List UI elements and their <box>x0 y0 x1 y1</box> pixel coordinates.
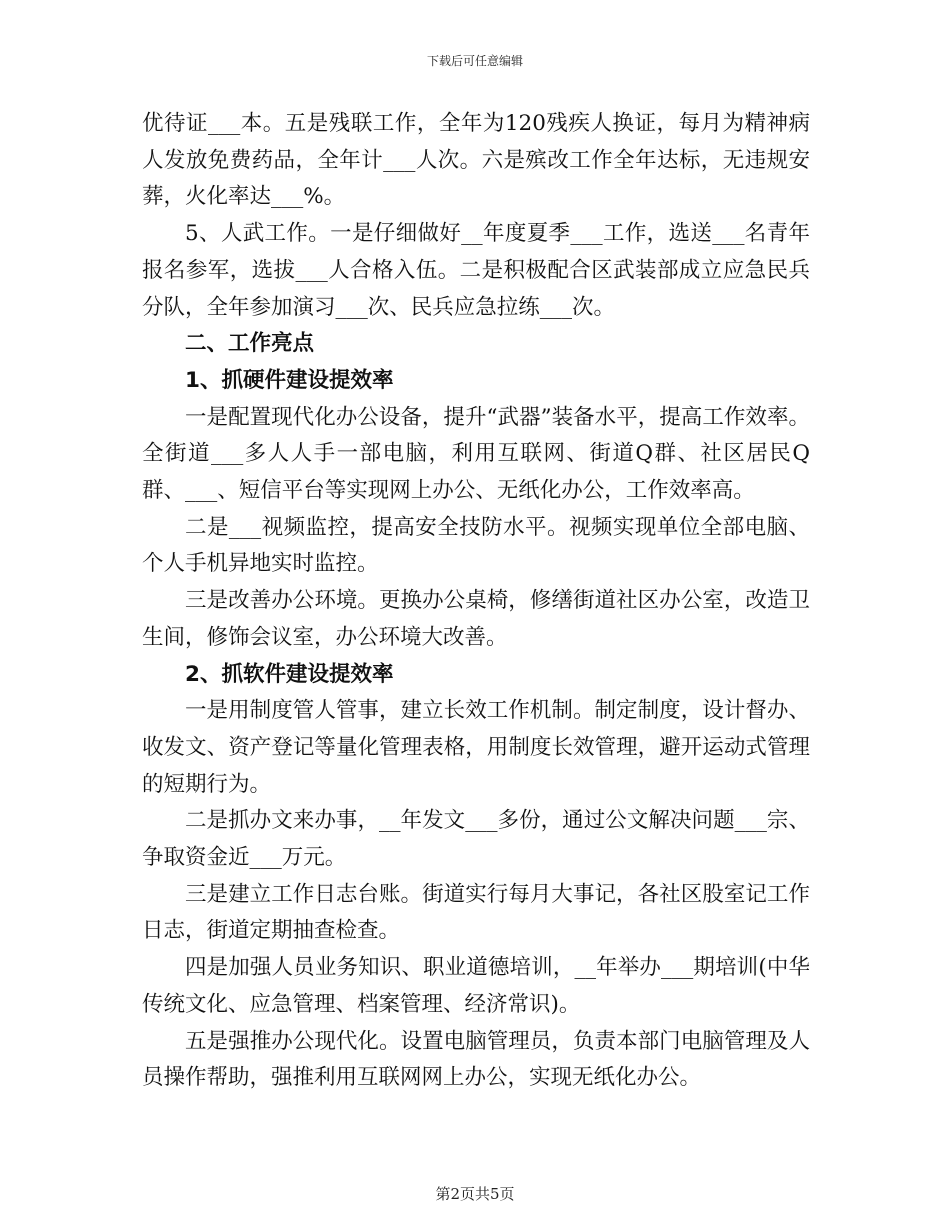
paragraph-software-5: 五是强推办公现代化。设置电脑管理员，负责本部门电脑管理及人员操作帮助，强推利用互联网网上办公，实现无纸化办公。 <box>142 1028 810 1091</box>
paragraph-hardware-3: 三是改善办公环境。更换办公桌椅，修缮街道社区办公室，改造卫生间，修饰会议室，办公环境大改善。 <box>142 588 810 650</box>
document-body <box>142 106 810 1097</box>
paragraph-software-2: 二是抓办文来办事，__年发文___多份，通过公文解决问题___宗、争取资金近___万元。 <box>142 808 810 871</box>
page-footer: 第2页共5页 <box>435 1185 515 1203</box>
paragraph-software-3: 三是建立工作日志台账。街道实行每月大事记，各社区股室记工作日志，街道定期抽查检查。 <box>142 881 810 944</box>
page-header: 下载后可任意编辑 <box>426 54 523 68</box>
paragraph-civil-affairs: 优待证___本。五是残联工作，全年为120残疾人换证，每月为精神病人发放免费药品，全年计___人次。六是殡改工作全年达标，无违规安葬，火化率达___%。 <box>142 111 810 210</box>
subheading-hardware: 1、抓硬件建设提效率 <box>185 367 394 393</box>
paragraph-hardware-2: 二是___视频监控，提高安全技防水平。视频实现单位全部电脑、个人手机异地实时监控。 <box>142 514 810 577</box>
paragraph-military-work: 5、人武工作。一是仔细做好__年度夏季___工作，选送___名青年报名参军，选拔___人合格入伍。二是积极配合区武装部成立应急民兵分队，全年参加演习___次、民兵应急拉练___次。 <box>142 221 810 320</box>
paragraph-software-4: 四是加强人员业务知识、职业道德培训，__年举办___期培训(中华传统文化、应急管理、档案管理、经济常识)。 <box>142 955 810 1017</box>
subheading-software: 2、抓软件建设提效率 <box>185 661 394 687</box>
paragraph-software-1: 一是用制度管人管事，建立长效工作机制。制定制度，设计督办、收发文、资产登记等量化管理表格，用制度长效管理，避开运动式管理的短期行为。 <box>142 698 810 797</box>
paragraph-hardware-1: 一是配置现代化办公设备，提升“武器”装备水平，提高工作效率。全街道___多人人手一部电脑，利用互联网、街道Q群、社区居民Q群、___、短信平台等实现网上办公、无纸化办公，工作效率高。 <box>142 404 810 504</box>
section-heading-highlights: 二、工作亮点 <box>185 331 315 357</box>
